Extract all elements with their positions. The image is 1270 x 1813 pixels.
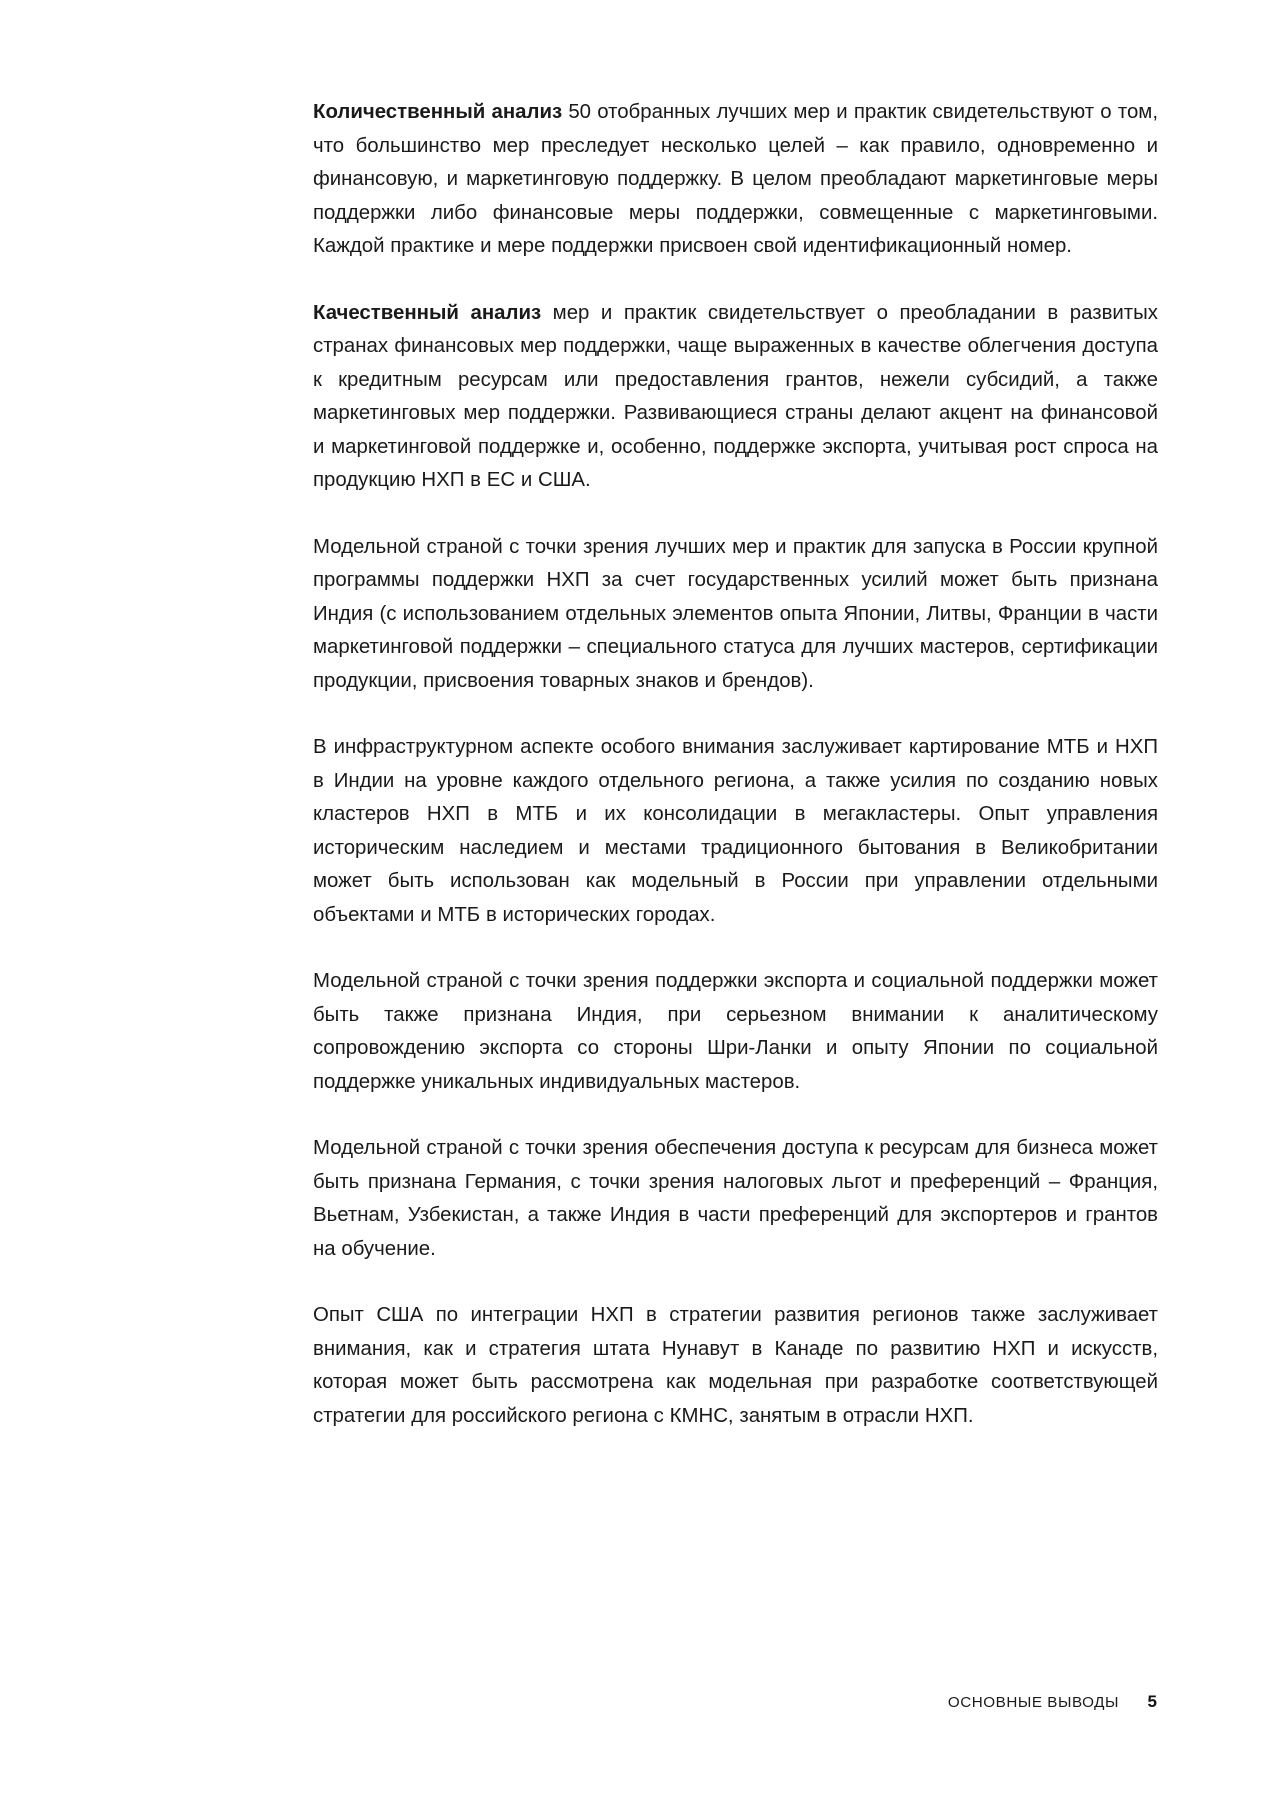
paragraph-model-country-india xyxy=(313,531,1158,699)
page-footer xyxy=(0,1692,1270,1732)
paragraph-usa-nunavut-strategy xyxy=(313,1299,1158,1433)
paragraph-qualitative-analysis xyxy=(313,297,1158,498)
paragraph-resource-access-germany xyxy=(313,1132,1158,1266)
paragraph-lead-label: Количественный анализ xyxy=(313,101,563,123)
paragraph-body-text: Опыт США по интеграции НХП в стратегии развития регионов также заслуживает внимания, как и стратегия штата Нунавут в Канаде по развитию НХП и искусств, которая может быть рассмотрена как модельная при разработке соответствующей стратегии для российского региона с КМНС, занятым в отрасли НХП. xyxy=(313,1304,1158,1427)
body-text-column xyxy=(313,96,1158,1433)
footer-content xyxy=(948,1692,1157,1712)
paragraph-body-text: Модельной страной с точки зрения поддержки экспорта и социальной поддержки может быть также признана Индия, при серьезном внимании к аналитическому сопровождению экспорта со стороны Шри-Ланки и опыту Японии по социальной поддержке уникальных индивидуальных мастеров. xyxy=(313,970,1158,1093)
paragraph-export-social-support xyxy=(313,965,1158,1099)
paragraph-body-text: 50 отобранных лучших мер и практик свидетельствуют о том, что большинство мер преследует несколько целей – как правило, одновременно и финансовую, и маркетинговую поддержку. В целом преобладают маркетинговые меры поддержки либо финансовые меры поддержки, совмещенные с маркетинговыми. Каждой практике и мере поддержки присвоен свой идентификационный номер. xyxy=(313,101,1158,257)
paragraph-body-text: В инфраструктурном аспекте особого внимания заслуживает картирование МТБ и НХП в Индии на уровне каждого отдельного региона, а также усилия по созданию новых кластеров НХП в МТБ и их консолидации в мегакластеры. Опыт управления историческим наследием и местами традиционного бытования в Великобритании может быть использован как модельный в России при управлении отдельными объектами и МТБ в исторических городах. xyxy=(313,736,1158,926)
paragraph-body-text: Модельной страной с точки зрения лучших мер и практик для запуска в России крупной программы поддержки НХП за счет государственных усилий может быть признана Индия (с использованием отдельных элементов опыта Японии, Литвы, Франции в части маркетинговой поддержки – специального статуса для лучших мастеров, сертификации продукции, присвоения товарных знаков и брендов). xyxy=(313,535,1158,692)
footer-section-label: ОСНОВНЫЕ ВЫВОДЫ xyxy=(947,1694,1119,1711)
paragraph-lead-label: Качественный анализ xyxy=(313,301,542,324)
paragraph-infrastructure-mapping xyxy=(313,731,1158,932)
paragraph-body-text: мер и практик свидетельствует о преобладании в развитых странах финансовых мер поддержки, чаще выраженных в качестве облегчения доступа к кредитным ресурсам или предоставления грантов, нежели субсидий, а также маркетинговых мер поддержки. Развивающиеся страны делают акцент на финансовой и маркетинговой поддержке и, особенно, поддержке экспорта, учитывая рост спроса на продукцию НХП в ЕС и США. xyxy=(313,301,1158,491)
paragraph-quantitative-analysis xyxy=(313,96,1158,264)
paragraph-body-text: Модельной страной с точки зрения обеспечения доступа к ресурсам для бизнеса может быть признана Германия, с точки зрения налоговых льгот и преференций – Франция, Вьетнам, Узбекистан, а также Индия в части преференций для экспортеров и грантов на обучение. xyxy=(313,1137,1158,1260)
footer-page-number: 5 xyxy=(1147,1692,1157,1711)
